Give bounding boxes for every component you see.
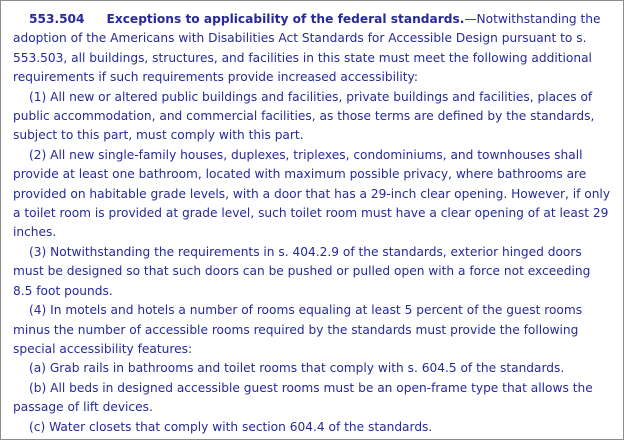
subsection-4a: (a) Grab rails in bathrooms and toilet rooms that comply with s. 604.5 of the standards. xyxy=(29,361,565,376)
subsection-3: (3) Notwithstanding the requirements in s. 404.2.9 of the standards, exterior hinged doors must be designed so that such doors can be pushed or pulled open with a force not exceeding 8.5 foot pounds. xyxy=(13,244,591,298)
subsection-4c: (c) Water closets that comply with section 604.4 of the standards. xyxy=(29,419,433,434)
section-number: 553.504 xyxy=(29,12,85,26)
section-title: Exceptions to applicability of the federal standards. xyxy=(106,12,465,26)
subsection-1: (1) All new or altered public buildings and facilities, private buildings and facilities, places of public accommodation, and commercial facilities, as those terms are defined by the standards, subject to this part, must comply with this part. xyxy=(13,89,595,143)
section-heading-paragraph xyxy=(13,10,611,88)
subsection-4b: (b) All beds in designed accessible guest rooms must be an open-frame type that allows the passage of lift devices. xyxy=(13,380,593,415)
section-intro: —Notwithstanding the adoption of the Americans with Disabilities Act Standards for Accessible Design pursuant to s. 553.503, all buildings, structures, and facilities in this state must meet the following additional requirements if such requirements provide increased accessibility: xyxy=(13,12,601,85)
subsection-2: (2) All new single-family houses, duplexes, triplexes, condominiums, and townhouses shall provide at least one bathroom, located with maximum possible privacy, where bathrooms are provided on habitable grade levels, with a door that has a 29-inch clear opening. However, if only a toilet room is provided at grade level, such toilet room must have a clear opening of at least 29 inches. xyxy=(13,147,611,240)
subsection-4: (4) In motels and hotels a number of rooms equaling at least 5 percent of the guest rooms minus the number of accessible rooms required by the standards must provide the following special accessibility features: xyxy=(13,303,583,356)
